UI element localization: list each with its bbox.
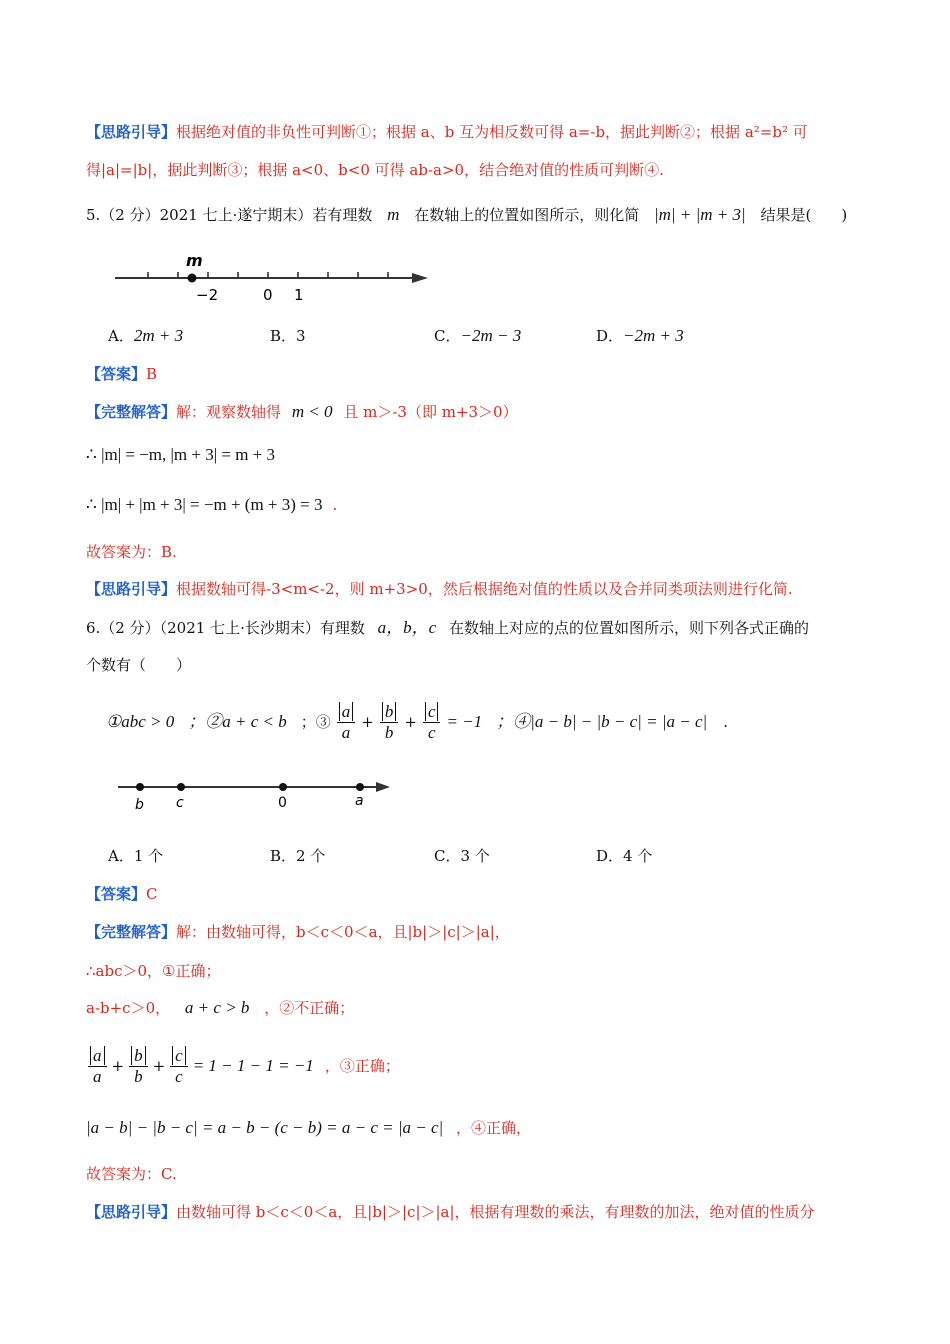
- q6-label-zero: 0: [278, 795, 287, 811]
- q6-frac-b: $\frac{b}{b}$: [380, 702, 399, 743]
- q5-expr: |m| + |m + 3|: [653, 205, 746, 224]
- q5-solution-cond: m < 0: [291, 402, 333, 421]
- q6-label-c: c: [176, 795, 184, 811]
- q5-option-d: D．−2m + 3: [596, 326, 684, 345]
- q6-hint: 【思路引导】由数轴可得 b＜c＜0＜a，且|b|＞|c|＞|a|，根据有理数的乘法，有理数的加法，绝对值的性质分: [86, 1203, 815, 1221]
- q5-label-one: 1: [294, 286, 304, 304]
- q5-number-line: [110, 248, 440, 308]
- q6-solution-step4: |a − b| − |b − c| = a − b − (c − b) = a − c = |a − c| ，④正确，: [86, 1118, 532, 1137]
- q5-var: m: [387, 205, 400, 224]
- q6-option-c: C．3 个: [434, 847, 490, 865]
- q6-solution-step1: ∴abc＞0，①正确；: [86, 962, 221, 980]
- q5-label-neg2: −2: [196, 286, 219, 304]
- q6-solution-step3: $\frac{a}{a}$ + $\frac{b}{b}$ + $\frac{c}{c}$ = 1 − 1 − 1 = −1 ，③正确；: [86, 1040, 400, 1092]
- q6-number-line: [116, 775, 406, 820]
- q5-step1: ∴ |m| = −m, |m + 3| = m + 3: [86, 445, 276, 464]
- q5-point-m: [188, 274, 197, 283]
- q6-option-b: B．2 个: [270, 847, 326, 865]
- q6-label-b: b: [135, 797, 144, 813]
- q6-point-b: [136, 783, 144, 791]
- q6-item2: ；②a + c < b: [188, 712, 287, 731]
- q6-item4: ；④|a − b| − |b − c| = |a − c|: [496, 712, 708, 731]
- q6-solution-intro: 【完整解答】解：由数轴可得，b＜c＜0＜a，且|b|＞|c|＞|a|，: [86, 923, 510, 941]
- q5-solution-intro: 【完整解答】解：观察数轴得 m < 0 且 m＞-3（即 m+3＞0）: [86, 402, 518, 421]
- q5-answer: 【答案】B: [86, 365, 158, 383]
- q6-frac-a: $\frac{a}{a}$: [337, 702, 356, 743]
- hint-tag: 【思路引导】: [86, 123, 177, 141]
- q6-vars: a，b，c: [377, 618, 437, 637]
- q5-step2: ∴ |m| + |m + 3| = −m + (m + 3) = 3 .: [86, 495, 338, 514]
- q5-stem-suffix: 结果是( ): [760, 206, 848, 224]
- q5-stem-prefix: 5.（2 分）2021 七上·遂宁期末）若有理数: [86, 206, 373, 224]
- q5-label-m: m: [186, 251, 203, 270]
- q6-point-c: [177, 783, 185, 791]
- hint-text-line2: 得|a|=|b|，据此判断③；根据 a<0、b<0 可得 ab-a>0，结合绝对值的性质可判断④.: [86, 161, 664, 179]
- q6-point-zero: [279, 783, 287, 791]
- q6-solution-step2: a-b+c＞0， a + c > b ，②不正确；: [86, 998, 355, 1017]
- q5-hint: 【思路引导】根据数轴可得-3<m<-2，则 m+3>0，然后根据绝对值的性质以及合并同类项法则进行化简.: [86, 580, 793, 598]
- q5-option-b: B．3: [270, 327, 306, 345]
- q6-option-a: A．1 个: [108, 847, 164, 865]
- q6-point-a: [356, 783, 364, 791]
- q6-statements: ①abc > 0 ；②a + c < b ；③ $\frac{a}{a}$ + $\frac{b}{b}$ + $\frac{c}{c}$ = −1 ；④|a − b| − |b − c| = |a − c| .: [106, 696, 728, 748]
- q6-option-d: D．4 个: [596, 847, 653, 865]
- q6-frac-c: $\frac{c}{c}$: [423, 702, 441, 743]
- q6-conclusion: 故答案为：C.: [86, 1165, 177, 1183]
- question-6-stem-line2: 个数有（ ）: [86, 656, 192, 674]
- hint-block-1: [86, 121, 808, 143]
- q5-stem-mid: 在数轴上的位置如图所示，则化简: [414, 206, 640, 224]
- question-5-stem: [86, 204, 847, 226]
- hint-text: 根据绝对值的非负性可判断①；根据 a、b 互为相反数可得 a=-b，据此判断②；根据 a²=b² 可: [176, 123, 808, 141]
- q6-item1: ①abc > 0: [106, 712, 175, 731]
- q5-label-zero: 0: [263, 286, 273, 304]
- question-6-stem: 6.（2 分）（2021 七上·长沙期末）有理数 a，b，c 在数轴上对应的点的位置如图所示，则下列各式正确的: [86, 618, 809, 637]
- q6-answer: 【答案】C: [86, 885, 158, 903]
- q5-conclusion: 故答案为：B.: [86, 543, 177, 561]
- q5-option-c: C．−2m − 3: [434, 326, 522, 345]
- q6-label-a: a: [355, 793, 364, 809]
- q5-option-a: A．2m + 3: [108, 326, 184, 345]
